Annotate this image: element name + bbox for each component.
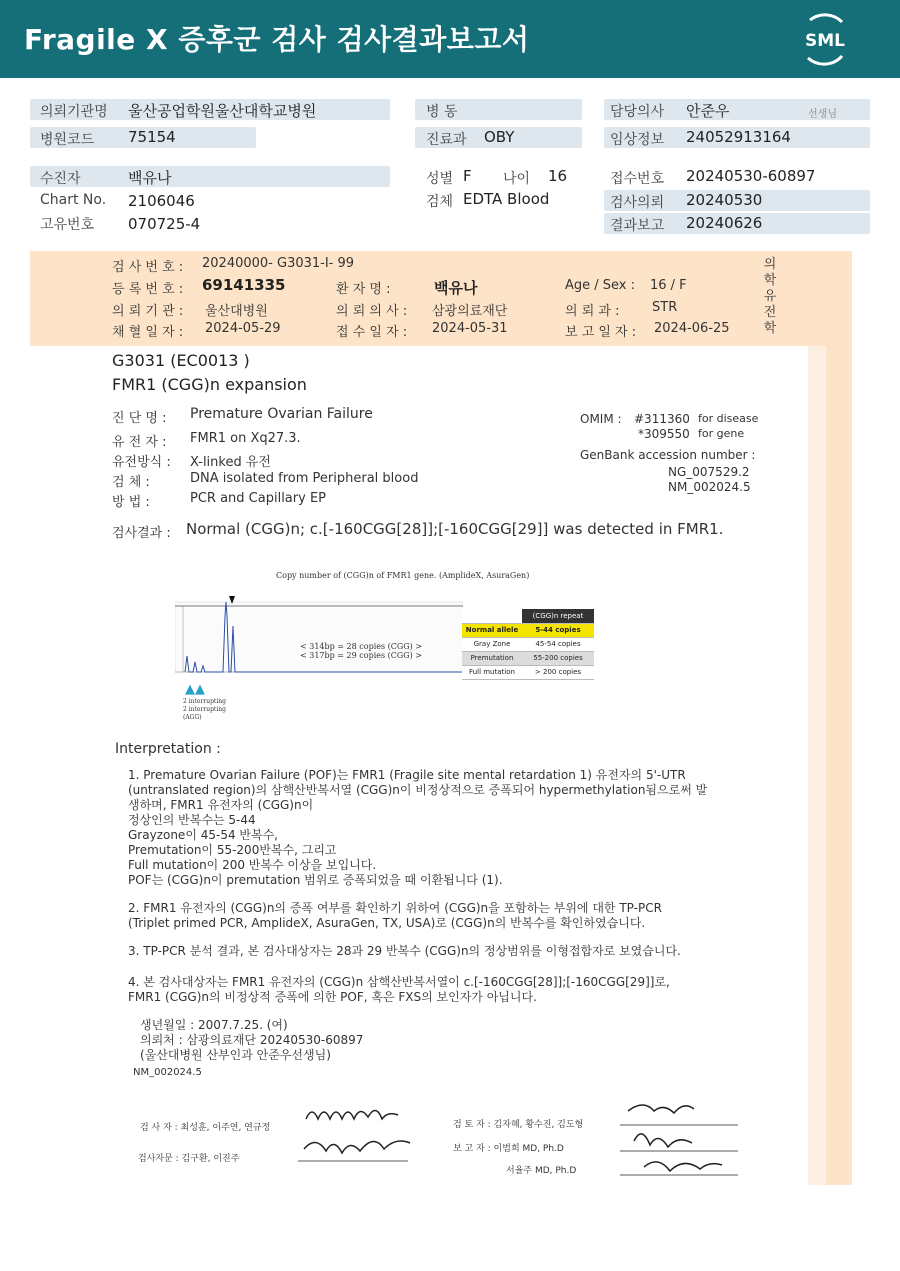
age-value: 16 <box>548 167 568 185</box>
diagnosis-label: 진 단 명 : <box>112 411 167 426</box>
report-title: Fragile X 증후군 검사 검사결과보고서 <box>24 23 530 56</box>
examiner-lead-label: 검사자문 : 김구환, 이진주 <box>138 1154 240 1164</box>
age-sex-label: Age / Sex : <box>565 278 636 293</box>
doctor-label: 담당의사 <box>610 104 665 120</box>
omim-disease-note: for disease <box>698 412 759 425</box>
interrupting-label-3: (AGG) <box>183 714 202 721</box>
interp-line: 1. Premature Ovarian Failure (POF)는 FMR1 (Fragile site mental retardation 1) 유전자의 5'-UTR <box>128 768 686 782</box>
collect-date-label: 채 혈 일 자 : <box>112 325 184 340</box>
req-doctor-value: 삼광의료재단 <box>432 304 508 319</box>
req-org-value: 울산대병원 <box>205 304 268 319</box>
report-date-label: 결과보고 <box>610 218 665 234</box>
patient-value: 백유나 <box>128 169 172 187</box>
examiner-signature-icon <box>298 1097 418 1169</box>
reporter2-label: 서율주 MD, Ph.D <box>506 1166 577 1176</box>
patient-name-label: 환 자 명 : <box>336 282 391 297</box>
inheritance-label: 유전방식 : <box>112 455 171 470</box>
examiner-label: 검 사 자 : 최성훈, 이주연, 연규정 <box>140 1123 271 1133</box>
department-value: OBY <box>484 128 515 146</box>
req-dept-value: STR <box>652 300 678 315</box>
reg-no-value: 69141335 <box>202 276 286 294</box>
receipt-no-label: 접수번호 <box>610 171 665 187</box>
sml-logo-icon <box>798 12 852 66</box>
figure-caption: Copy number of (CGG)n of FMR1 gene. (AmplideX, AsuraGen) <box>276 571 530 580</box>
request-date-value: 20240530 <box>686 191 763 209</box>
repeat-range-table: (CGG)n repeat Normal allele 5-44 copies Gray Zone 45-54 copies Premutation 55-200 copies Full mutation > 200 copies <box>462 609 594 680</box>
patient-name-value: 백유나 <box>434 279 478 297</box>
interp-line: 의뢰처 : 삼광의료재단 20240530-60897 <box>140 1033 364 1047</box>
receive-date-value: 2024-05-31 <box>432 321 508 336</box>
test-code: G3031 (EC0013 ) <box>112 351 250 370</box>
interp-line: Full mutation이 200 반복수 이상을 보입니다. <box>128 858 377 872</box>
electropherogram <box>175 596 463 676</box>
interp-line: 정상인의 반복수는 5-44 <box>128 813 256 827</box>
reviewer-label: 검 토 자 : 김자혜, 황수진, 김도형 <box>453 1120 584 1130</box>
svg-text:SML: SML <box>805 31 845 51</box>
peak-label-28: < 314bp = 28 copies (CGG) > <box>300 642 423 651</box>
interp-line: POF는 (CGG)n이 premutation 범위로 증폭되었을 때 이환됩니다 (1). <box>128 873 503 887</box>
test-no-label: 검 사 번 호 : <box>112 260 184 275</box>
result-value: Normal (CGG)n; c.[-160CGG[28]];[-160CGG[29]] was detected in FMR1. <box>186 520 724 538</box>
department-vertical-label: 의학유전학 <box>763 257 777 336</box>
method-label: 방 법 : <box>112 495 150 510</box>
request-date-label: 검사의뢰 <box>610 195 665 211</box>
unique-no-value: 070725-4 <box>128 215 201 233</box>
interp-line: (울산대병원 산부인과 안준우선생님) <box>140 1048 331 1062</box>
test-name: FMR1 (CGG)n expansion <box>112 375 307 394</box>
interp-line: Premutation이 55-200반복수, 그리고 <box>128 843 337 857</box>
omim-gene-note: for gene <box>698 427 745 440</box>
hospital-code-label: 병원코드 <box>40 132 95 148</box>
diagnosis-value: Premature Ovarian Failure <box>190 406 373 422</box>
scan-specimen-value: DNA isolated from Peripheral blood <box>190 471 419 486</box>
requesting-org-value: 울산공업학원울산대학교병원 <box>128 102 317 120</box>
reg-no-label: 등 록 번 호 : <box>112 282 184 297</box>
gene-label: 유 전 자 : <box>112 435 167 450</box>
omim-disease: #311360 <box>634 412 690 426</box>
patient-label: 수진자 <box>40 171 81 187</box>
scanned-report <box>30 251 852 1185</box>
hospital-code-value: 75154 <box>128 128 176 146</box>
interp-line: NM_002024.5 <box>133 1067 202 1078</box>
chart-no-value: 2106046 <box>128 192 195 210</box>
scan-report-date-label: 보 고 일 자 : <box>565 325 637 340</box>
report-header <box>0 0 900 78</box>
omim-label: OMIM : <box>580 412 622 426</box>
interrupting-label-2: 2 interrupting <box>183 706 226 713</box>
inheritance-value: X-linked 유전 <box>190 455 271 470</box>
specimen-label: 검체 <box>426 194 454 210</box>
interp-line: Grayzone이 45-54 반복수, <box>128 828 278 842</box>
interp-line: 3. TP-PCR 분석 결과, 본 검사대상자는 28과 29 반복수 (CGG)n의 정상범위를 이형접합자로 보였습니다. <box>128 944 681 958</box>
interp-line: 2. FMR1 유전자의 (CGG)n의 증폭 여부를 확인하기 위하여 (CGG)n을 포함하는 부위에 대한 TP-PCR <box>128 901 662 915</box>
ward-label: 병 동 <box>426 104 458 120</box>
reporter-label: 보 고 자 : 이범희 MD, Ph.D <box>453 1144 564 1154</box>
omim-gene: *309550 <box>638 427 690 441</box>
interp-line: 4. 본 검사대상자는 FMR1 유전자의 (CGG)n 삼핵산반복서열이 c.[-160CGG[28]];[-160CGG[29]]로, <box>128 975 670 989</box>
doctor-suffix: 선생님 <box>808 109 837 120</box>
reviewer-signature-icon <box>614 1095 744 1181</box>
interp-line: 생년월일 : 2007.7.25. (여) <box>140 1018 288 1032</box>
interp-line: (untranslated region)의 삼핵산반복서열 (CGG)n이 비정상적으로 증폭되어 hypermethylation됨으로써 발 <box>128 783 708 797</box>
interp-line: 생하며, FMR1 유전자의 (CGG)n이 <box>128 798 314 812</box>
specimen-value: EDTA Blood <box>463 190 550 208</box>
test-no-value: 20240000- G3031-I- 99 <box>202 256 355 271</box>
age-sex-value: 16 / F <box>650 278 687 293</box>
interrupting-label-1: 2 interrupting <box>183 698 226 705</box>
interrupting-arrows-icon: ▲▲ <box>185 682 205 697</box>
sex-label: 성별 <box>426 171 454 187</box>
receipt-no-value: 20240530-60897 <box>686 167 816 185</box>
gene-value: FMR1 on Xq27.3. <box>190 431 301 446</box>
report-date-value: 20240626 <box>686 214 763 232</box>
sex-value: F <box>463 167 472 185</box>
clinical-info-value: 24052913164 <box>686 128 791 146</box>
peak-label-29: < 317bp = 29 copies (CGG) > <box>300 651 423 660</box>
req-dept-label: 의 뢰 과 : <box>565 304 620 319</box>
result-label: 검사결과 : <box>112 526 171 541</box>
chart-no-label: Chart No. <box>40 192 107 208</box>
collect-date-value: 2024-05-29 <box>205 321 281 336</box>
scan-report-date-value: 2024-06-25 <box>654 321 730 336</box>
req-doctor-label: 의 뢰 의 사 : <box>336 304 408 319</box>
scan-specimen-label: 검 체 : <box>112 475 150 490</box>
doctor-value: 안준우 <box>686 102 730 120</box>
requesting-org-label: 의뢰기관명 <box>40 104 108 120</box>
clinical-info-label: 임상정보 <box>610 132 665 148</box>
req-org-label: 의 뢰 기 관 : <box>112 304 184 319</box>
method-value: PCR and Capillary EP <box>190 491 326 506</box>
receive-date-label: 접 수 일 자 : <box>336 325 408 340</box>
unique-no-label: 고유번호 <box>40 217 95 233</box>
department-label: 진료과 <box>426 132 467 148</box>
age-label: 나이 <box>503 171 531 187</box>
interpretation-title: Interpretation : <box>115 741 221 757</box>
genbank-nm: NM_002024.5 <box>668 480 751 494</box>
genbank-ng: NG_007529.2 <box>668 465 750 479</box>
interp-line: (Triplet primed PCR, AmplideX, AsuraGen, TX, USA)로 (CGG)n의 반복수를 확인하였습니다. <box>128 916 646 930</box>
genbank-label: GenBank accession number : <box>580 448 756 462</box>
repeat-table-header: (CGG)n repeat <box>522 609 594 623</box>
interp-line: FMR1 (CGG)n의 비정상적 증폭에 의한 POF, 혹은 FXS의 보인자가 아닙니다. <box>128 990 537 1004</box>
